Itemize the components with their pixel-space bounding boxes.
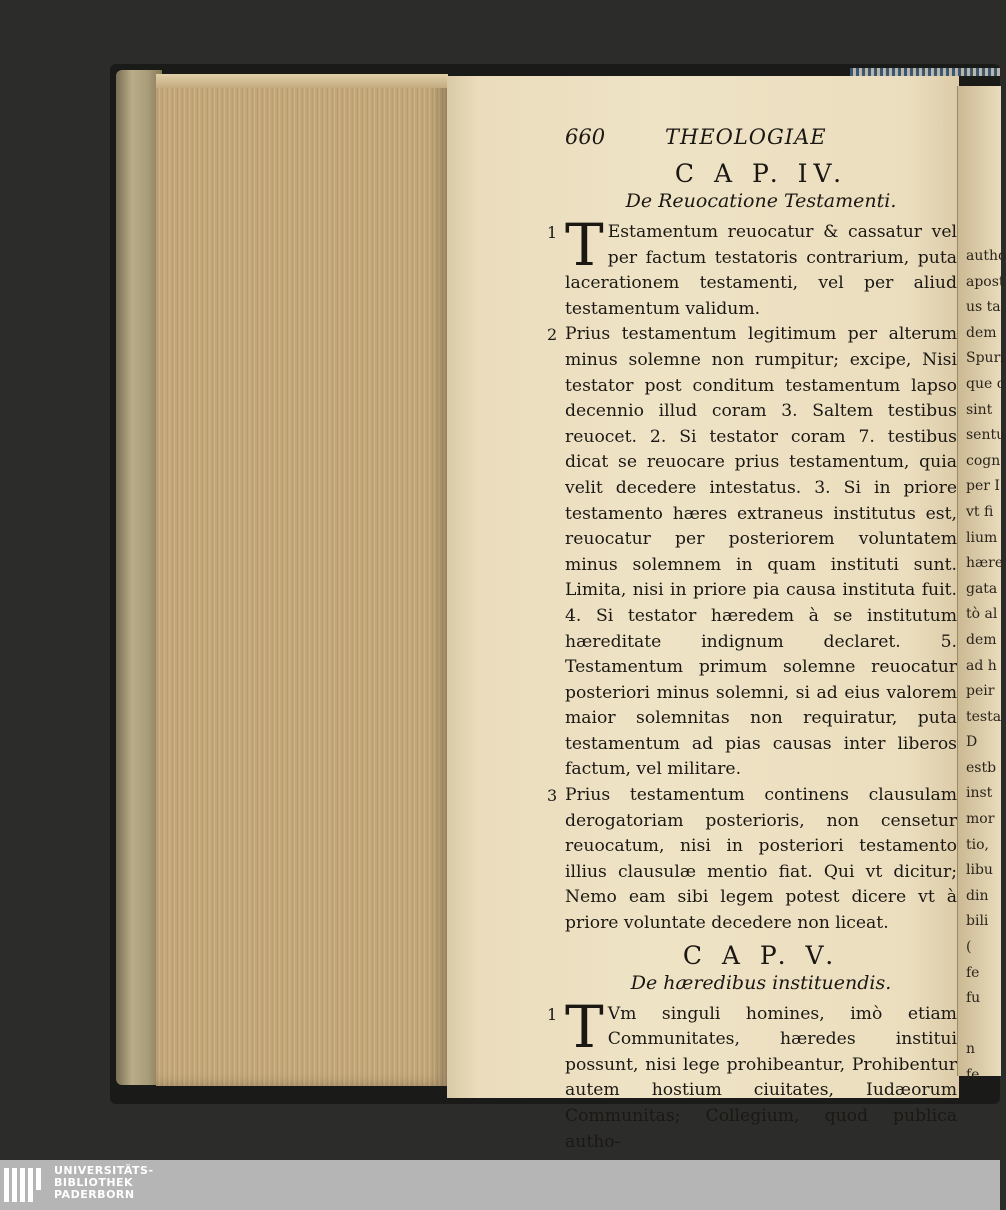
right-page-line: fe — [966, 964, 980, 981]
right-page-line: per I — [966, 478, 1000, 495]
paragraph-text: Prius testamentum continens clausulam derogatoriam posterioris, non censetur reuocatum, nisi in posteriori testamento illius clausulæ mentio fiat. Qui vt dicitur; Nemo eam sibi legem potest dicere vt à priore voluntate decedere non liceat. — [565, 785, 957, 934]
library-footer-bar — [0, 1160, 1000, 1210]
page-edges-top — [156, 74, 448, 88]
chapter-subtitle: De Reuocatione Testamenti. — [625, 190, 897, 212]
paragraph-text: Estamentum reuocatur & cassatur vel per factum testatoris contrarium, puta lacerationem testamenti, vel per aliud testamentum validum. — [565, 222, 957, 319]
running-head: THEOLOGIAE — [665, 125, 827, 149]
headband — [850, 68, 1000, 76]
paragraph-number: 3 — [547, 786, 558, 806]
page-edges — [156, 74, 448, 1086]
right-page-line: bili — [966, 913, 989, 930]
right-page-line: mor — [966, 811, 995, 828]
right-page-line: fe — [966, 1067, 980, 1083]
right-page-line: Spuri — [966, 350, 1005, 367]
page-number: 660 — [565, 125, 606, 149]
right-page-line: sentu — [966, 427, 1006, 444]
paragraph — [547, 322, 957, 783]
right-page-line: apost — [966, 273, 1005, 290]
library-name-line: BIBLIOTHEK — [54, 1176, 134, 1189]
right-page-line: hære — [966, 555, 1004, 572]
drop-cap: T — [565, 211, 604, 279]
right-page-line: estb — [966, 759, 997, 776]
chapter-subtitle: De hæredibus instituendis. — [630, 971, 892, 994]
paragraph — [547, 783, 957, 937]
right-page-line: us ta — [966, 299, 1001, 316]
right-page-line: que c — [966, 375, 1005, 392]
library-name — [54, 1165, 154, 1201]
library-logo-icon — [4, 1168, 44, 1202]
right-page-line: dem — [966, 324, 997, 341]
page-text-column — [547, 125, 957, 1155]
library-name-line: UNIVERSITÄTS- — [54, 1164, 154, 1177]
right-page-line: peir — [966, 683, 995, 700]
right-page-line: gata — [966, 580, 998, 597]
right-page-line: tio, — [966, 836, 989, 853]
right-page-line: inst — [966, 785, 993, 802]
right-page-fragment — [957, 86, 1006, 1083]
right-page-line — [966, 1012, 1006, 1038]
chapter-heading: C A P. IV. — [674, 159, 848, 188]
drop-cap: T — [565, 992, 604, 1061]
right-page-line: D — [966, 734, 978, 751]
right-page-text — [966, 244, 1006, 1089]
library-name-line: PADERBORN — [54, 1188, 135, 1201]
right-page-line: ad h — [966, 657, 997, 674]
paragraph-text: Prius testamentum legitimum per alterum minus solemne non rumpitur; excipe, Nisi testator post conditum testamentum lapso decennio illud coram 3. Saltem testibus reuocet. 2. Si testator coram 7. testibus dicat se reuocare prius testamentum, quia velit decedere intestatus. 3. Si in priore testamento hæres extraneus institutus est, reuocatur per posteriorem voluntatem minus solemnem in quam instituti sunt. Limita, nisi in priore pia causa instituta fuit. 4. Si testator hæredem à se institutum hæreditate indignum declaret. 5. Testamentum primum solemne reuocatur posteriori minus solemni, si ad eius valorem maior solemnitas non requiratur, puta testamentum ad pias causas inter liberos factum, vel militare. — [565, 324, 957, 780]
paragraph — [547, 992, 957, 1156]
right-page-line: fu — [966, 990, 981, 1007]
running-header — [565, 125, 957, 155]
paragraph-number: 2 — [547, 325, 558, 345]
paragraph-number: 1 — [547, 223, 558, 242]
right-page-line: n — [966, 1041, 976, 1058]
paragraph-text: Vm singuli homines, imò etiam Communitates, hæredes institui possunt, nisi lege prohibeantur, Prohibentur autem hostium ciuitates, Iudæorum Communitas; Collegium, quod publica autho- — [565, 1003, 957, 1152]
right-page-line: ( — [966, 939, 972, 956]
right-page-line: libu — [966, 862, 993, 879]
right-page-line: tò al — [966, 606, 998, 623]
right-page-line: sint — [966, 401, 993, 418]
right-page-line: lium — [966, 529, 998, 546]
right-page-line: testa — [966, 708, 1002, 725]
right-page-line: cogn — [966, 452, 1001, 469]
paragraph-number: 1 — [547, 1004, 558, 1024]
right-page-line: autho — [966, 248, 1006, 264]
paragraph — [547, 211, 957, 322]
right-page-line: vt fi — [966, 503, 994, 520]
right-page-line: dem — [966, 631, 997, 648]
chapter-heading: C A P. V. — [682, 940, 840, 970]
right-page-line: din — [966, 887, 989, 904]
